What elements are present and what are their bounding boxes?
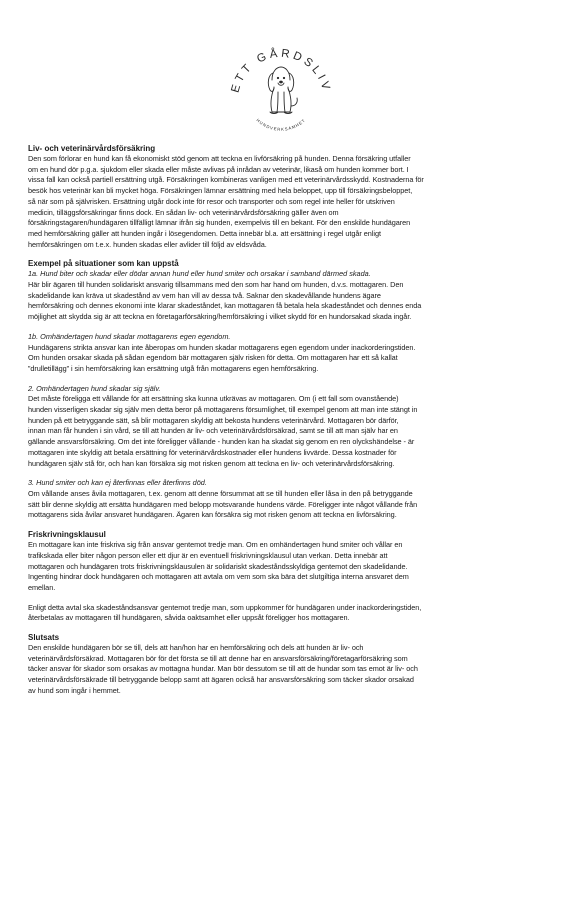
text-line: möjlighet att skydda sig är att teckna en företagarförsäkring/hemförsäkring i vilket skydd för en hundorsakad skada ingår. [28,312,412,322]
case-title-3: 3. Hund smiter och kan ej återfinnas eller återfinns död. [28,478,207,488]
document-body [28,144,540,697]
section-body-friskrivning [28,540,540,594]
text-line: En mottagare kan inte friskriva sig från ansvar gentemot tredje man. Om en omhändertagen hund smiter och vållar en [28,540,403,550]
logo-graphic [228,40,334,134]
text-line: Om hunden orsakar skada på sådan egendom bär mottagaren själv risken för detta. Om mottagaren har ett så kallat [28,353,398,363]
text-line: hundägaren själv stå för, och han kan försäkra sig mot risken genom att teckna en liv- och veterinärvårdsförsäkring. [28,458,395,468]
text-line: täcker ansvar för skador som orsakas av mottagna hundar. Man bör dessutom se till att de hundar som tas emot är liv- och [28,664,418,674]
section-heading-slutsats: Slutsats [28,633,60,643]
text-line: hunden på ett betryggande sätt, så blir mottagaren skyldig att bekosta hundens veterinärvård. Mottagaren bör därför, [28,415,399,425]
text-line: Ingenting hindrar dock hundägaren och mottagaren att avtala om vem som ska bära det slutgiltiga interna ansvaret dem [28,572,409,582]
text-line: gällande ansvarsförsäkring. Om det inte föreligger vållande - hunden kan ha skadat sig genom en ren olyckshändelse - är [28,437,415,447]
text-line: ”drulletillägg” i sin hemförsäkring kan ersättning utgå från mottagarens egen hemförsäkring. [28,363,319,373]
logo-tagline: HUNDVERKSAMHET [255,117,307,132]
case-body-3 [28,489,540,521]
text-line: besök hos veterinär kan bli mycket höga. Försäkringen lämnar ersättning med hela beloppet, upp till försäkringsbeloppet, [28,186,413,196]
text-line: Här blir ägaren till hunden solidariskt ansvarig tillsammans med den som har hand om hunden, d.v.s. mottagaren. Den [28,280,404,290]
text-line: hemförsäkringen om t.e.x. hunden skadas eller avlider till följd av eldsvåda. [28,239,267,249]
section-body-liv [28,154,540,250]
text-line: veterinärvårdsförsäkrad. Mottagaren bör för det första se till att denne har en ansvarsförsäkring/företagarförsäkring som [28,653,408,663]
text-line: mottagaren inte skyldig att betala ersättning för veterinärvårdskostnader eller hundens livvärde. Dessa kostnader för [28,447,397,457]
text-line: så när som på självrisken. Ersättning utgår dock inte för resor och transporter och som regel inte heller för utskriven [28,196,395,206]
text-line: vissa fall kan också partiell ersättning utgå. Försäkringen kombineras vanligen med ett veterinärvårdsskydd. Kostnaderna för [28,175,424,185]
text-line: Hundägarens strikta ansvar kan inte åberopas om hunden skadar mottagarens egen egendom under inackorderingstiden. [28,342,416,352]
case-body-1a [28,280,540,323]
case-title-1a: 1a. Hund biter och skadar eller dödar annan hund eller hund smiter och orsakar i samband därmed skada. [28,269,371,279]
section-body-slutsats [28,643,540,697]
text-line: med hemförsäkring gäller att hunden ingår i lösegendomen. Detta innebär bl.a. att ersättning i regel utgår enligt [28,228,381,238]
text-line: trafikskada eller biter någon person eller ett djur är en eventuell friskrivningsklausul utan verkan. Detta innebär att [28,550,388,560]
text-line: återbetalas av mottagaren till hundägaren, såvida oaktsamhet eller uppsåt föreligger hos mottagaren. [28,613,350,623]
text-line: hunden visserligen skadar sig själv men detta beror på mottagarens försumlighet, till exempel genom att man inte stängt in [28,405,418,415]
text-line: emellan. [28,582,56,592]
text-line: mottagaren och hundägaren trots friskrivningsklausulen är solidariskt skadeståndsskyldiga gentemot den skadelidande. [28,561,408,571]
case-body-2 [28,394,540,469]
text-line: av hund som ingår i hemmet. [28,685,121,695]
case-title-1b: 1b. Omhändertagen hund skadar mottagarens egen egendom. [28,331,231,341]
text-line: medicin, tilläggsförsäkringar finns dock. En sådan liv- och veterinärvårdsförsäkring gäller även om [28,207,339,217]
text-line: om en hund dör p.g.a. sjukdom eller skada eller måste avlivas på inrådan av veterinär, likaså om hunden kommer bort. I [28,164,409,174]
section-heading-liv: Liv- och veterinärvårdsförsäkring [28,144,156,153]
text-line: skadelidande kan kräva ut skadestånd av vem han vill av dessa två. Saknar den skadevållande hundens ägare [28,290,381,300]
section-body-friskrivning-avtal [28,603,540,624]
logo [228,40,334,134]
text-line: Den enskilde hundägaren bör se till, dels att han/hon har en hemförsäkring och dels att hunden är liv- och [28,643,364,653]
text-line: hemförsäkring och dennes ekonomi inte klarar skadeståndet, kan mottagaren få betala hela skadeståndet och dennes enda [28,301,422,311]
text-line: försäkringstagaren/hundägaren tillfälligt lämnar ifrån sig hunden, exempelvis till en bekant. För den enskilde hundägaren [28,218,411,228]
case-body-1b [28,343,540,375]
text-line: Det måste föreligga ett vållande för att ersättning ska kunna utkrävas av mottagaren. Om (i ett fall som ovanstående) [28,394,399,404]
section-heading-friskrivning: Friskrivningsklausul [28,530,106,540]
text-line: sätt blir denne skyldig att ersätta hundägaren med belopp motsvarande hundens värde. Föreligger inte något vållande från [28,499,418,509]
case-title-2: 2. Omhändertagen hund skadar sig själv. [28,383,161,393]
section-heading-exempel: Exempel på situationer som kan uppstå [28,259,179,269]
text-line: Enligt detta avtal ska skadeståndsansvar gentemot tredje man, som uppkommer för hundägaren under inackorderingstiden, [28,602,422,612]
logo-name: ETT GÅRDSLIV [229,47,333,95]
dog-icon [268,67,297,114]
text-line: mottagarens sida åvilar ansvaret hundägaren. Ägaren kan försäkra sig mot risken genom att teckna en livförsäkring. [28,510,397,520]
text-line: Om vållande anses åvila mottagaren, t.ex. genom att denne försummat att se till hunden eller låsa in den på betryggande [28,488,413,498]
text-line: Den som förlorar en hund kan få ekonomiskt stöd genom att teckna en livförsäkring på hunden. Denna försäkring utfaller [28,154,411,163]
text-line: veterinärvårdsförsäkrade till betryggande belopp samt att ägaren också har ansvarsförsäkring som täcker skador orsakad [28,675,414,685]
text-line: innan man får hunden i sin vård, se till att hunden är liv- och veterinärvårdsförsäkrad, samt se till att man själv har en [28,426,398,436]
